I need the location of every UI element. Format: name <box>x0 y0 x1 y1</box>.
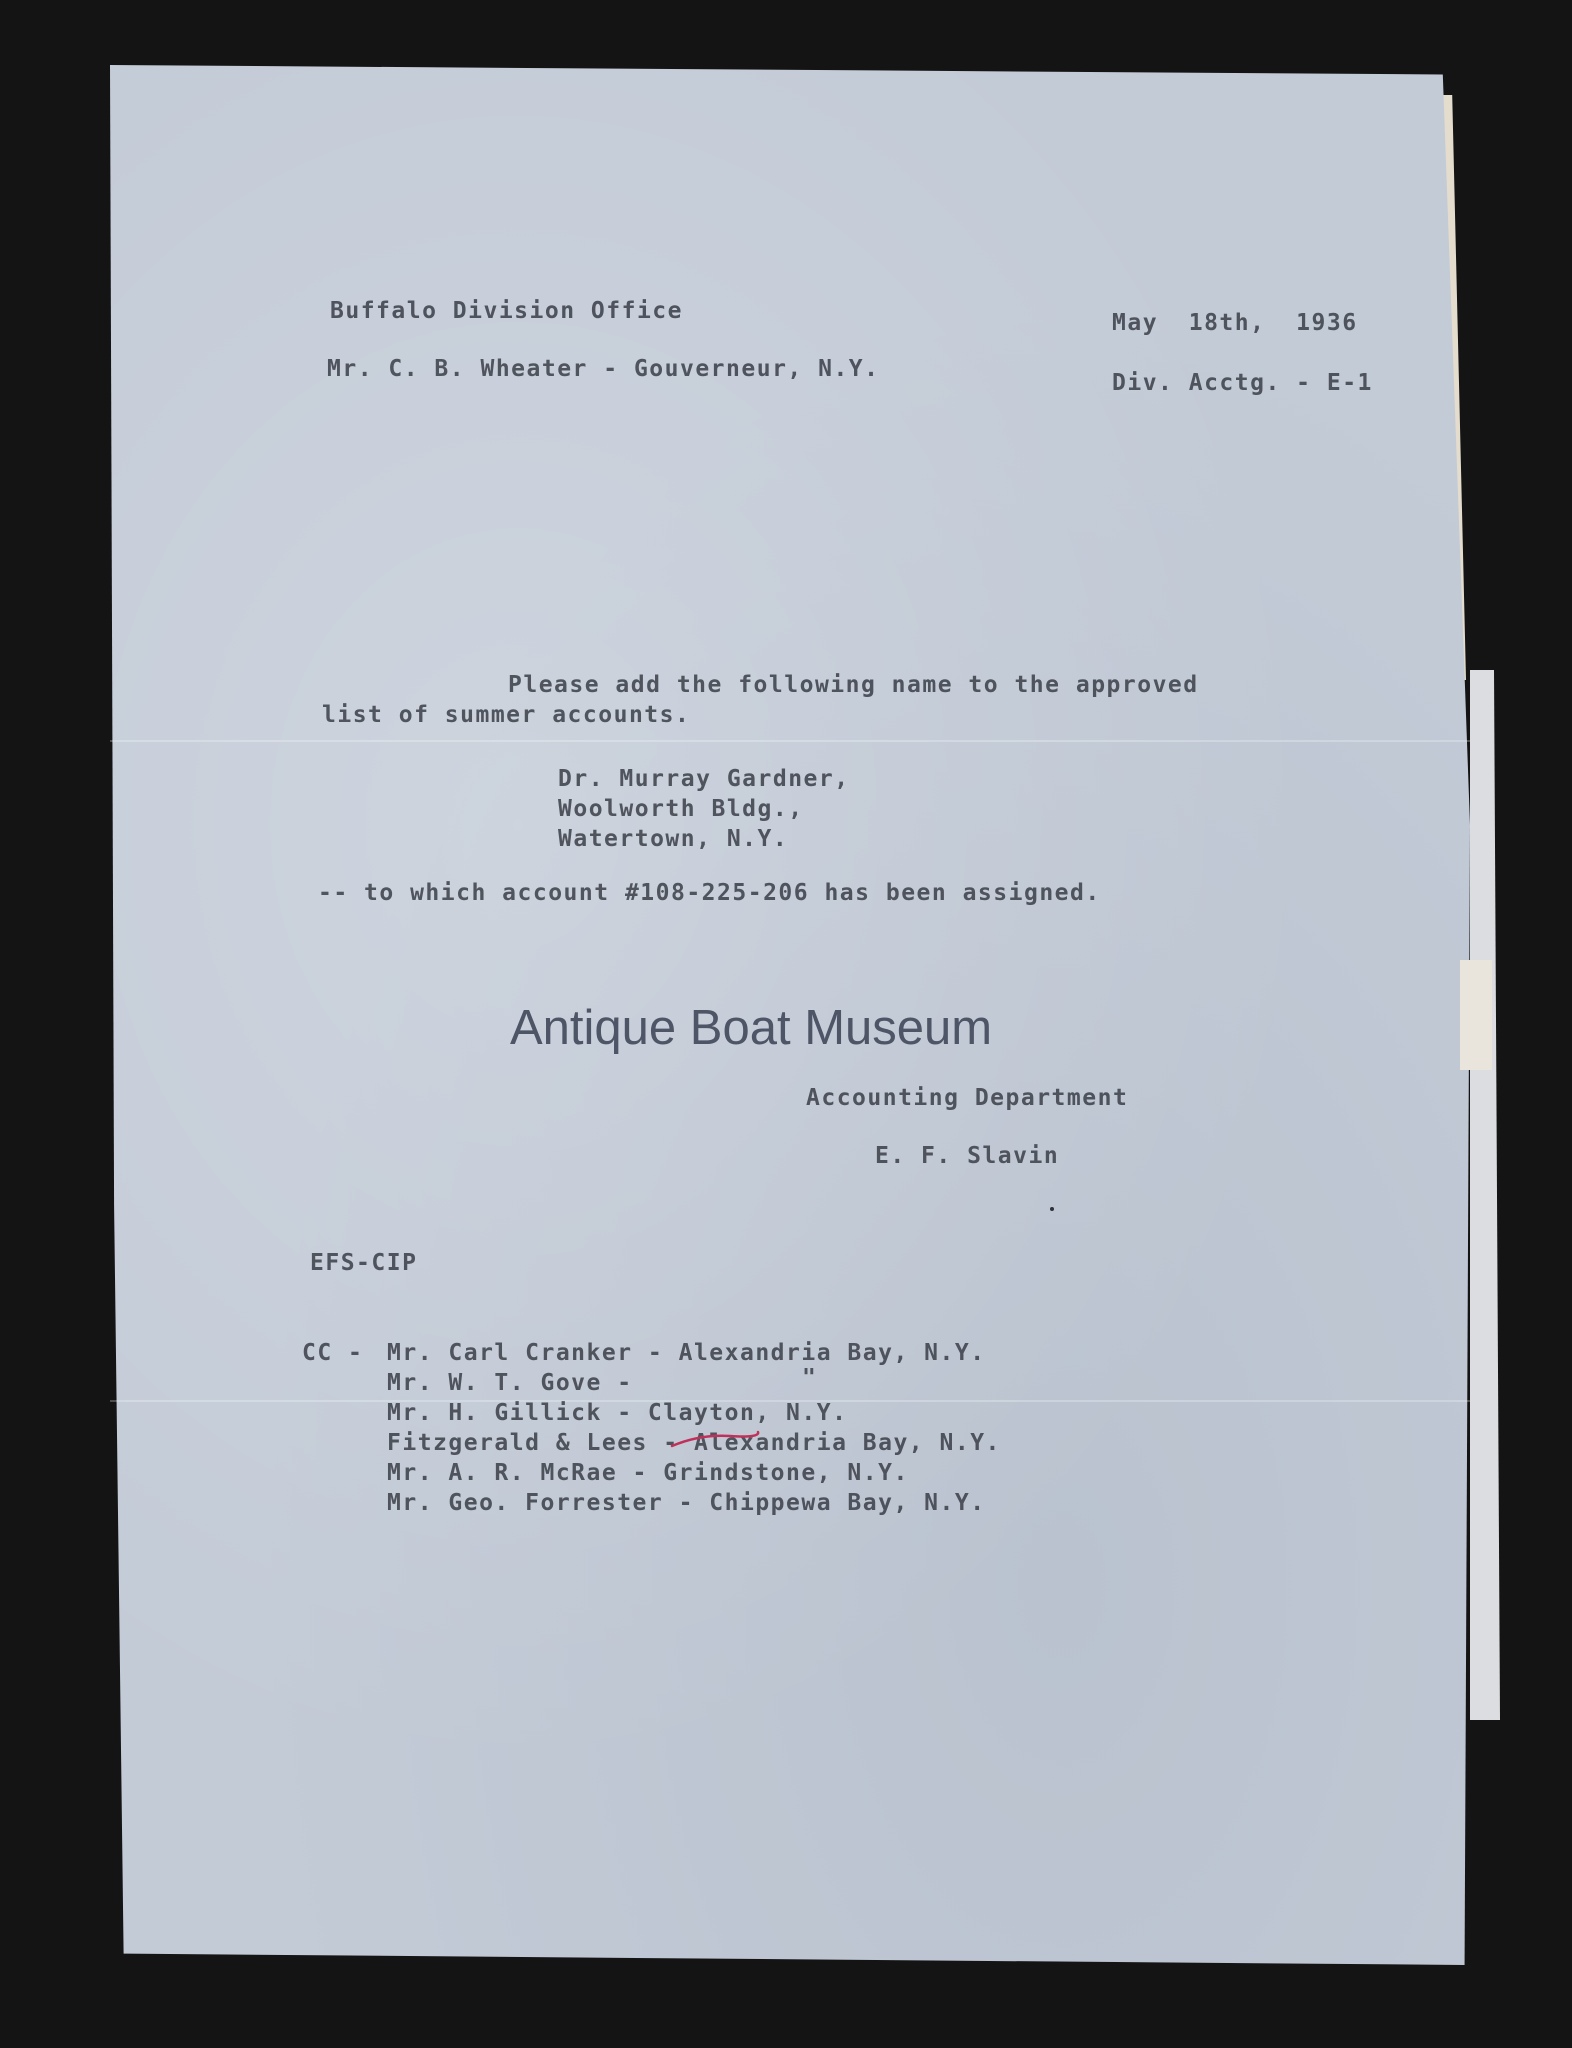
address-line: Dr. Murray Gardner, <box>558 766 850 792</box>
paper-edge-strip <box>1470 670 1500 1720</box>
department-line: Accounting Department <box>806 1085 1129 1111</box>
signer-name: E. F. Slavin <box>875 1143 1060 1169</box>
watermark: Antique Boat Museum <box>510 1001 993 1055</box>
reference-initials: EFS-CIP <box>310 1250 418 1276</box>
paper-edge-tab <box>1460 960 1492 1070</box>
paragraph-line-1: Please add the following name to the approved <box>508 672 1199 698</box>
cc-entry: Fitzgerald & Lees - Alexandria Bay, N.Y. <box>387 1430 1001 1456</box>
red-pencil-mark <box>670 1430 760 1450</box>
cc-entry: Mr. H. Gillick - Clayton, N.Y. <box>387 1400 848 1426</box>
cc-entry: Mr. W. T. Gove - <box>387 1370 633 1396</box>
cc-prefix: CC - <box>302 1340 364 1366</box>
paragraph-line-2: list of summer accounts. <box>322 702 691 728</box>
office-line: Buffalo Division Office <box>330 298 683 324</box>
date-line: May 18th, 1936 <box>1112 310 1358 336</box>
ditto-mark: " <box>802 1365 818 1391</box>
cc-entry: Mr. Carl Cranker - Alexandria Bay, N.Y. <box>387 1340 986 1366</box>
address-line: Woolworth Bldg., <box>558 796 804 822</box>
ink-speck <box>1050 1207 1054 1211</box>
address-line: Watertown, N.Y. <box>558 826 789 852</box>
reference-line: Div. Acctg. - E-1 <box>1112 370 1373 396</box>
cc-entry: Mr. A. R. McRae - Grindstone, N.Y. <box>387 1460 909 1486</box>
cc-entry: Mr. Geo. Forrester - Chippewa Bay, N.Y. <box>387 1490 986 1516</box>
account-assignment-line: -- to which account #108-225-206 has been assigned. <box>318 880 1101 906</box>
recipient-line: Mr. C. B. Wheater - Gouverneur, N.Y. <box>327 356 880 382</box>
fold-line <box>110 740 1470 742</box>
